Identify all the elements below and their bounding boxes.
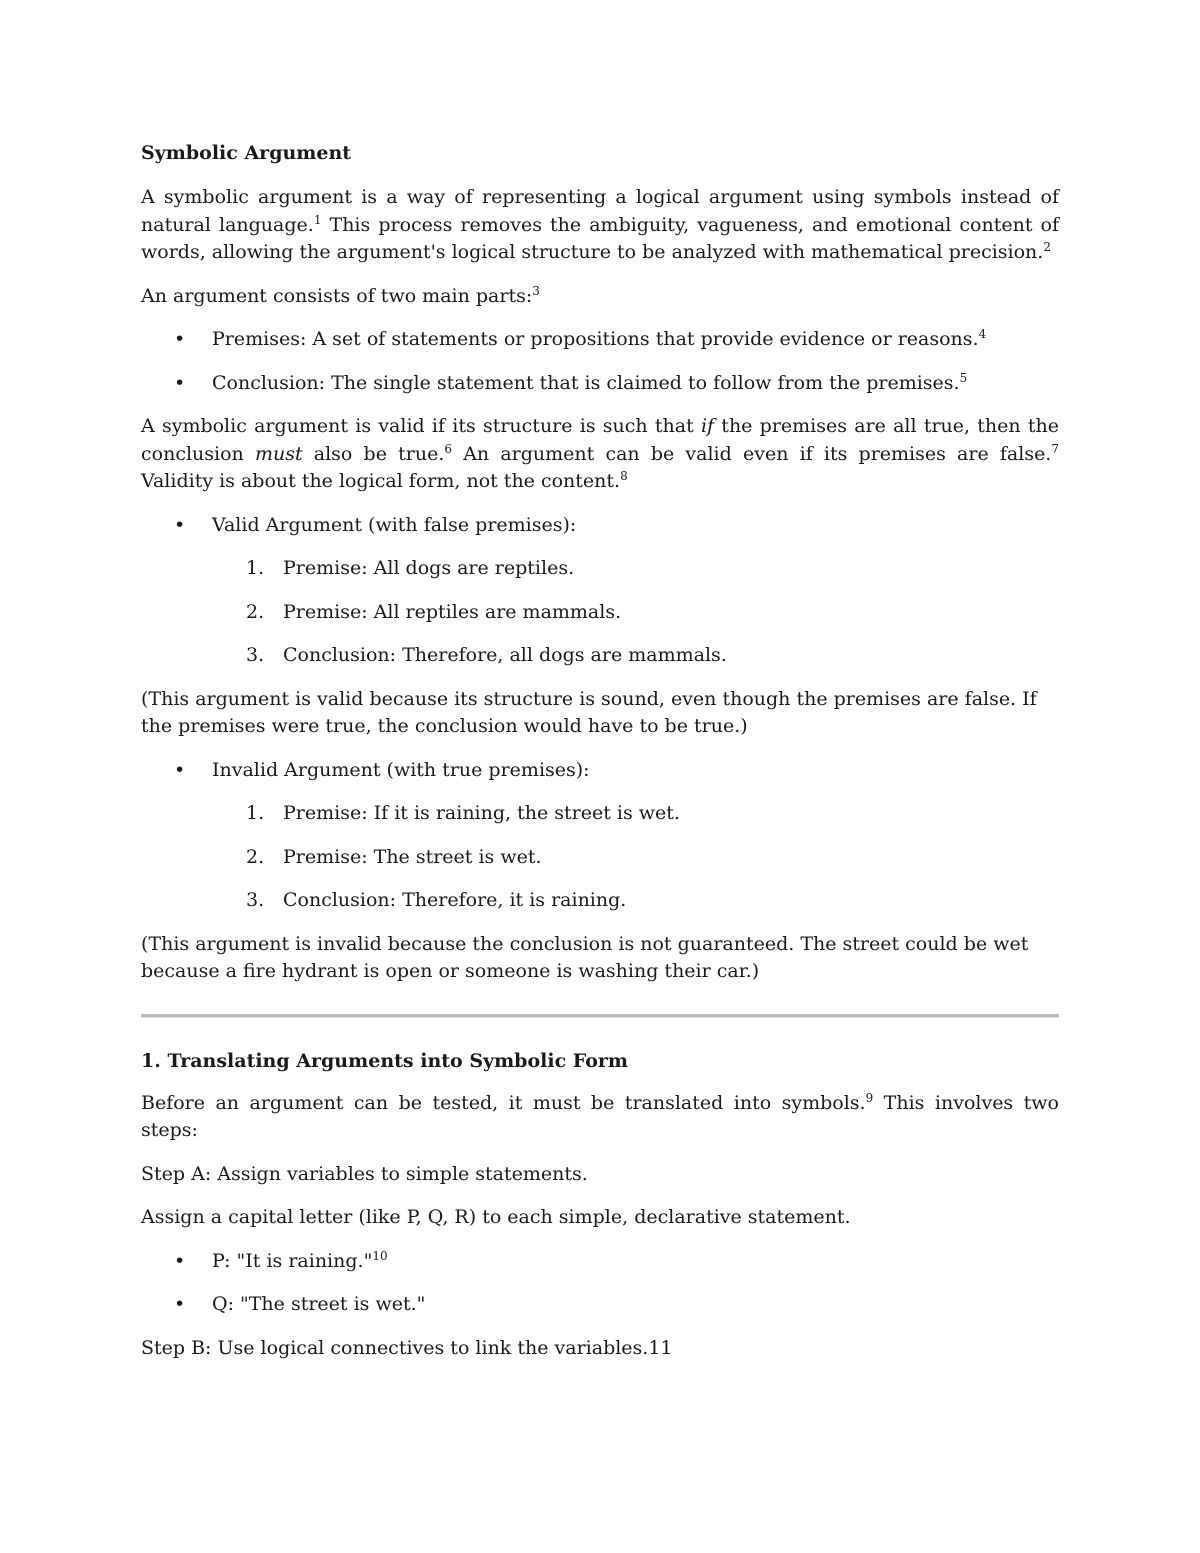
valid-argument-list <box>141 512 1059 540</box>
numbered-item-text: Conclusion: Therefore, it is raining. <box>283 889 627 911</box>
document-body <box>141 140 1059 1362</box>
list-item-text: Valid Argument (with false premises): <box>212 513 577 536</box>
bullet-icon: • <box>174 758 186 781</box>
footnote-ref-1[interactable]: 1 <box>313 212 322 227</box>
numbered-item-text: Conclusion: Therefore, all dogs are mammals. <box>283 644 727 666</box>
list-item <box>141 757 1059 785</box>
section-intro-text-1: Before an argument can be tested, it must be translated into symbols. <box>141 1091 866 1114</box>
valid-argument-note: (This argument is valid because its structure is sound, even though the premises are false. If the premises were true, the conclusion would have to be true.) <box>141 687 1037 737</box>
document-title: Symbolic Argument <box>141 142 352 164</box>
intro-text-1: A symbolic argument is a way of representing a logical argument using symbols instead of natural language. <box>141 186 1059 236</box>
step-a-description: Assign a capital letter (like P, Q, R) to each simple, declarative statement. <box>141 1206 851 1228</box>
parts-intro-paragraph <box>141 283 1059 311</box>
validity-emphasis-if: if <box>700 415 715 437</box>
list-item-text: P: "It is raining." <box>212 1249 373 1272</box>
numbered-item <box>141 887 1059 915</box>
footnote-ref-5[interactable]: 5 <box>959 370 968 385</box>
list-item <box>141 512 1059 540</box>
step-a-heading: Step A: Assign variables to simple statements. <box>141 1162 588 1185</box>
footnote-ref-3[interactable]: 3 <box>532 283 540 298</box>
list-item <box>141 370 1059 398</box>
list-item-text: Q: "The street is wet." <box>212 1293 426 1315</box>
list-item <box>141 326 1059 354</box>
section-intro-paragraph <box>141 1090 1059 1145</box>
variables-list <box>141 1248 1059 1319</box>
item-number: 1. <box>246 802 265 824</box>
item-number: 2. <box>246 600 265 623</box>
list-item-text: Premises: A set of statements or propositions that provide evidence or reasons. <box>212 328 979 350</box>
validity-text-2: the premises are all true, then the conclusion <box>141 415 1059 465</box>
footnote-ref-4[interactable]: 4 <box>978 327 987 341</box>
list-item <box>141 1291 1059 1319</box>
validity-emphasis-must: must <box>254 442 303 465</box>
numbered-item-text: Premise: If it is raining, the street is wet. <box>283 802 680 824</box>
validity-text-3: also be true. <box>302 442 445 465</box>
numbered-item <box>141 800 1059 828</box>
bullet-icon: • <box>174 371 186 394</box>
numbered-item <box>141 844 1059 872</box>
item-number: 3. <box>246 889 265 911</box>
validity-text-1: A symbolic argument is valid if its structure is such that <box>141 415 701 437</box>
footnote-ref-2[interactable]: 2 <box>1043 240 1051 254</box>
validity-text-5: Validity is about the logical form, not the content. <box>141 470 621 492</box>
item-number: 3. <box>246 644 265 666</box>
list-item-text: Invalid Argument (with true premises): <box>212 758 590 781</box>
numbered-item-text: Premise: All dogs are reptiles. <box>283 557 575 579</box>
numbered-item <box>141 555 1059 583</box>
section-heading: 1. Translating Arguments into Symbolic Form <box>141 1049 628 1072</box>
argument-parts-list <box>141 326 1059 397</box>
numbered-item-text: Premise: All reptiles are mammals. <box>283 600 622 623</box>
bullet-icon: • <box>174 328 186 350</box>
validity-text-4: An argument can be valid even if its premises are false. <box>452 442 1052 465</box>
list-item <box>141 1248 1059 1276</box>
numbered-item-text: Premise: The street is wet. <box>283 845 542 868</box>
numbered-item <box>141 599 1059 627</box>
list-item-text: Conclusion: The single statement that is claimed to follow from the premises. <box>212 371 960 394</box>
horizontal-divider <box>141 1014 1059 1018</box>
numbered-item <box>141 642 1059 670</box>
bullet-icon: • <box>174 1249 186 1272</box>
bullet-icon: • <box>174 513 186 536</box>
valid-argument-steps <box>141 555 1059 670</box>
intro-paragraph <box>141 184 1059 267</box>
footnote-ref-7[interactable]: 7 <box>1051 441 1059 456</box>
invalid-argument-list <box>141 757 1059 785</box>
item-number: 2. <box>246 845 265 868</box>
footnote-ref-9[interactable]: 9 <box>865 1090 874 1105</box>
footnote-ref-6[interactable]: 6 <box>444 441 453 456</box>
step-b-heading: Step B: Use logical connectives to link the variables.11 <box>141 1336 673 1359</box>
bullet-icon: • <box>174 1293 186 1315</box>
intro-text-2: This process removes the ambiguity, vagueness, and emotional content of words, allowing the argument's logical structure to be analyzed with mathematical precision. <box>141 213 1059 263</box>
invalid-argument-steps <box>141 800 1059 915</box>
parts-intro-text: An argument consists of two main parts: <box>141 284 533 307</box>
invalid-argument-note: (This argument is invalid because the conclusion is not guaranteed. The street could be wet because a fire hydrant is open or someone is washing their car.) <box>141 932 1029 982</box>
item-number: 1. <box>246 557 265 579</box>
footnote-ref-8[interactable]: 8 <box>620 469 628 483</box>
section-intro-text-2: This involves two steps: <box>141 1091 1059 1141</box>
validity-paragraph <box>141 413 1059 496</box>
footnote-ref-10[interactable]: 10 <box>372 1248 388 1263</box>
